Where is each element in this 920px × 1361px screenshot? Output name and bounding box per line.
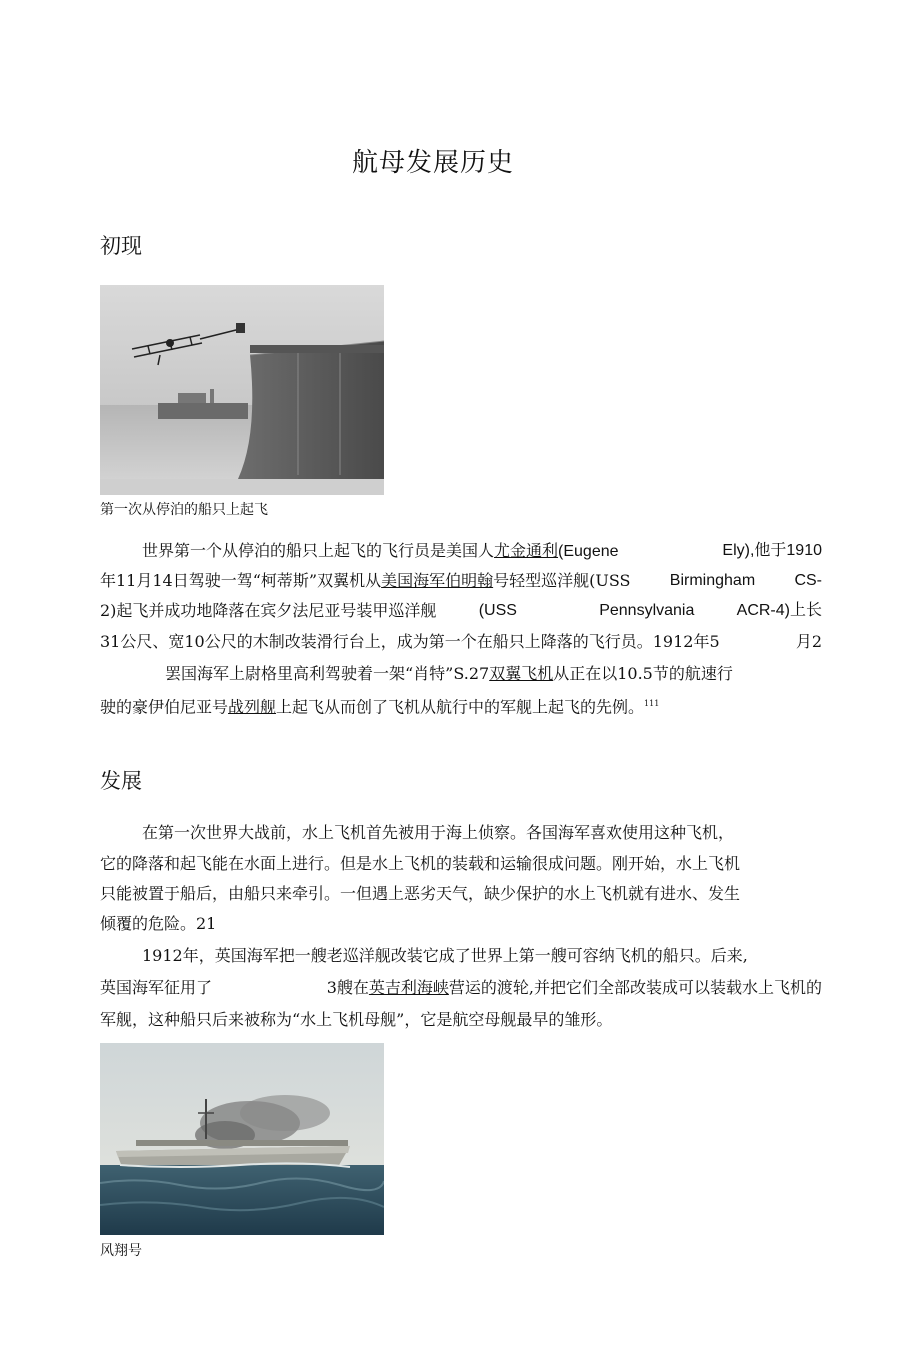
photo-hosho	[100, 1043, 384, 1235]
paragraph2-line-5: 1912年，英国海军把一艘老巡洋舰改装它成了世界上第一艘可容纳飞机的船只。后来,	[142, 946, 748, 965]
paragraph2-line-6: 英国海军征用了 3艘在英吉利海峡营运的渡轮,并把它们全部改装成可以装载水上飞机的	[100, 978, 822, 997]
link-biplane[interactable]: 双翼飞机	[489, 664, 554, 683]
paragraph2-line-4: 倾覆的危险。21	[100, 914, 217, 933]
link-eugene-ely[interactable]: 尤金通利	[494, 541, 559, 560]
footnote-marker: 111	[644, 699, 660, 708]
photo-first-takeoff	[100, 285, 384, 495]
link-english-channel[interactable]: 英吉利海峡	[368, 978, 449, 997]
paragraph-line-3: 2)起飞并成功地降落在宾夕法尼亚号装甲巡洋舰 (USS Pennsylvania ACR-4)上长	[100, 601, 822, 620]
link-uss-birmingham[interactable]: 美国海军伯明翰	[381, 571, 494, 590]
biplane-ship-photo-graphic	[100, 285, 384, 495]
paragraph-line-5: 罢国海军上尉格里高利驾驶着一架“肖特”S.27双翼飞机从正在以10.5节的航速行	[165, 664, 733, 683]
photo-caption-hosho: 风翔号	[100, 1243, 142, 1259]
page-title: 航母发展历史	[351, 148, 514, 178]
paragraph2-line-3: 只能被置于船后，由船只来牵引。一但遇上恶劣天气，缺少保护的水上飞机就有进水、发生	[100, 884, 741, 903]
section-heading-development: 发展	[100, 769, 142, 793]
paragraph2-line-2: 它的降落和起飞能在水面上进行。但是水上飞机的装载和运输很成问题。刚开始，水上飞机	[100, 854, 741, 873]
link-battleship[interactable]: 战列舰	[228, 697, 277, 717]
paragraph2-line-1: 在第一次世界大战前，水上飞机首先被用于海上侦察。各国海军喜欢使用这种飞机，	[142, 823, 735, 842]
paragraph-line-2: 年11月14日驾驶一驾“柯蒂斯”双翼机从美国海军伯明翰号轻型巡洋舰(USS Birmingham CS-	[100, 571, 822, 590]
paragraph2-line-7: 军舰，这种船只后来被称为“水上飞机母舰”，它是航空母舰最早的雏形。	[100, 1010, 613, 1029]
paragraph-line-1: 世界第一个从停泊的船只上起飞的飞行员是美国人尤金通利(Eugene Ely),他于1910	[142, 541, 822, 560]
carrier-ship-photo-graphic	[100, 1043, 384, 1235]
paragraph-line-6: 驶的豪伊伯尼亚号战列舰上起飞从而创了飞机从航行中的军舰上起飞的先例。$^{111}$	[100, 697, 660, 717]
section-heading-emergence: 初现	[100, 234, 142, 258]
photo-caption-first-takeoff: 第一次从停泊的船只上起飞	[100, 502, 268, 518]
paragraph-line-4: 31公尺、宽10公尺的木制改装滑行台上，成为第一个在船只上降落的飞行员。1912年5 月2	[100, 632, 822, 651]
